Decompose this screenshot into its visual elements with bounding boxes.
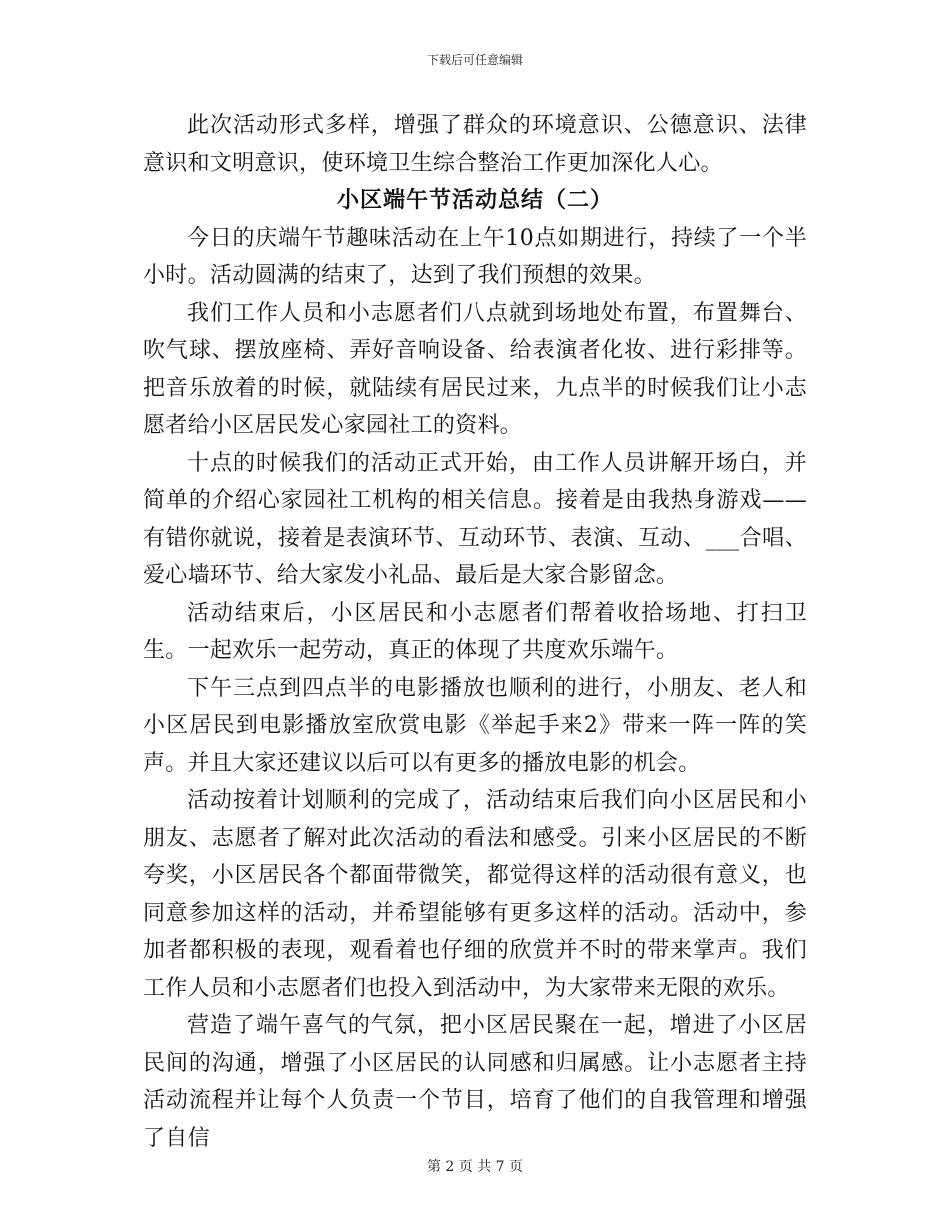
- paragraph-1: 今日的庆端午节趣味活动在上午10点如期进行，持续了一个半小时。活动圆满的结束了，达到了我们预想的效果。: [143, 225, 807, 288]
- paragraph-4: 活动结束后，小区居民和小志愿者们帮着收拾场地、打扫卫生。一起欢乐一起劳动，真正的体现了共度欢乐端午。: [143, 600, 807, 663]
- paragraph-7: 营造了端午喜气的气氛，把小区居民聚在一起，增进了小区居民间的沟通，增强了小区居民的认同感和归属感。让小志愿者主持活动流程并让每个人负责一个节目，培育了他们的自我管理和增强了自信: [143, 1013, 807, 1151]
- section-title: 小区端午节活动总结（二）: [336, 187, 613, 213]
- paragraph-3: 十点的时候我们的活动正式开始，由工作人员讲解开场白，并简单的介绍心家园社工机构的相关信息。接着是由我热身游戏——有错你就说，接着是表演环节、互动环节、表演、互动、___合唱、爱心墙环节、给大家发小礼品、最后是大家合影留念。: [143, 450, 807, 588]
- page-header-note: 下载后可任意编辑: [426, 53, 523, 67]
- document-body: [143, 107, 807, 1157]
- paragraph-intro: 此次活动形式多样，增强了群众的环境意识、公德意识、法律意识和文明意识，使环境卫生综合整治工作更加深化人心。: [143, 113, 807, 176]
- paragraph-6: 活动按着计划顺利的完成了，活动结束后我们向小区居民和小朋友、志愿者了解对此次活动的看法和感受。引来小区居民的不断夸奖，小区居民各个都面带微笑，都觉得这样的活动很有意义，也同意参加这样的活动，并希望能够有更多这样的活动。活动中，参加者都积极的表现，观看着也仔细的欣赏并不时的带来掌声。我们工作人员和小志愿者们也投入到活动中，为大家带来无限的欢乐。: [143, 788, 807, 1001]
- paragraph-2: 我们工作人员和小志愿者们八点就到场地处布置，布置舞台、吹气球、摆放座椅、弄好音响设备、给表演者化妆、进行彩排等。把音乐放着的时候，就陆续有居民过来，九点半的时候我们让小志愿者给小区居民发心家园社工的资料。: [143, 300, 807, 438]
- page-number: 第 2 页 共 7 页: [426, 1159, 524, 1175]
- paragraph-5: 下午三点到四点半的电影播放也顺利的进行，小朋友、老人和小区居民到电影播放室欣赏电影《举起手来2》带来一阵一阵的笑声。并且大家还建议以后可以有更多的播放电影的机会。: [143, 675, 807, 776]
